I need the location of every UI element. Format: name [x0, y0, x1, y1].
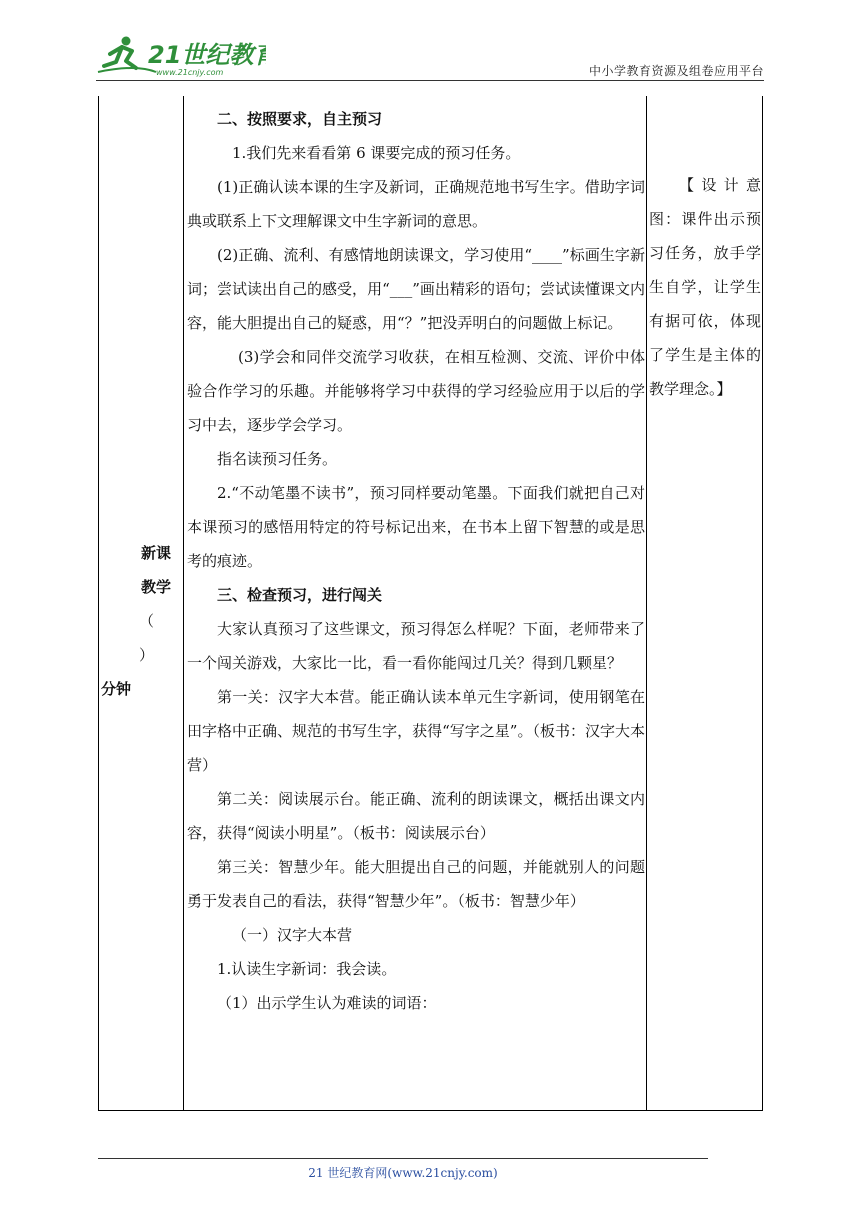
paragraph: (1)正确认读本课的生字及新词，正确规范地书写生字。借助字词典或联系上下文理解课文中生字新词的意思。 [187, 178, 645, 230]
paragraph: 指名读预习任务。 [217, 450, 338, 468]
design-intent-cell [649, 168, 761, 406]
paragraph: （1）出示学生认为难读的词语： [217, 994, 437, 1012]
svg-text:21世纪教育: 21世纪教育 [148, 41, 266, 69]
section-heading: 三、检查预习，进行闯关 [217, 586, 383, 604]
paragraph: 第二关：阅读展示台。能正确、流利的朗读课文，概括出课文内容，获得“阅读小明星”。（板书：阅读展示台） [187, 790, 645, 842]
design-intent-text: 【设计意图：课件出示预习任务，放手学生自学，让学生有据可依，体现了学生是主体的教学理念。】 [649, 176, 761, 398]
lesson-table [98, 96, 763, 1111]
paragraph: 2.“不动笔墨不读书”，预习同样要动笔墨。下面我们就把自己对本课预习的感悟用特定的符号标记出来，在书本上留下智慧的或是思考的痕迹。 [187, 484, 645, 570]
paragraph: (3)学会和同伴交流学习收获，在相互检测、交流、评价中体验合作学习的乐趣。并能够将学习中获得的学习经验应用于以后的学习中去，逐步学会学习。 [187, 348, 645, 434]
sub-heading: （一）汉字大本营 [232, 926, 353, 944]
paragraph: 大家认真预习了这些课文，预习得怎么样呢？下面，老师带来了一个闯关游戏，大家比一比，看一看你能闯过几关？得到几颗星？ [187, 620, 645, 672]
column-divider [646, 96, 647, 1110]
stage-label: 教学 [140, 578, 171, 596]
svg-text:www.21cnjy.com: www.21cnjy.com [156, 68, 224, 77]
site-logo [96, 34, 266, 80]
footer-divider [98, 1158, 708, 1159]
stage-minutes-blank: （ ） [139, 612, 175, 664]
header-divider [96, 80, 764, 81]
runner-logo-icon [96, 34, 266, 80]
platform-name: 中小学教育资源及组卷应用平台 [588, 64, 764, 78]
lesson-content [187, 102, 645, 1020]
footer-text: 21 世纪教育网(www.21cnjy.com) [308, 1166, 498, 1180]
paragraph: 1.我们先来看看第 6 课要完成的预习任务。 [232, 144, 521, 162]
stage-cell [99, 536, 183, 706]
paragraph: 第一关：汉字大本营。能正确认读本单元生字新词，使用钢笔在田字格中正确、规范的书写生字，获得“写字之星”。（板书：汉字大本营） [187, 688, 645, 774]
paragraph: 1.认读生字新词：我会读。 [217, 960, 397, 978]
column-divider [183, 96, 184, 1110]
stage-label: 分钟 [101, 680, 132, 698]
section-heading: 二、按照要求，自主预习 [217, 110, 383, 128]
paragraph: 第三关：智慧少年。能大胆提出自己的问题，并能就别人的问题勇于发表自己的看法，获得“智慧少年”。（板书：智慧少年） [187, 858, 645, 910]
paragraph: (2)正确、流利、有感情地朗读课文，学习使用“____”标画生字新词；尝试读出自己的感受，用“___”画出精彩的语句；尝试读懂课文内容，能大胆提出自己的疑惑，用“？”把没弄明白的问题做上标记。 [187, 246, 645, 332]
stage-label: 新课 [140, 544, 171, 562]
